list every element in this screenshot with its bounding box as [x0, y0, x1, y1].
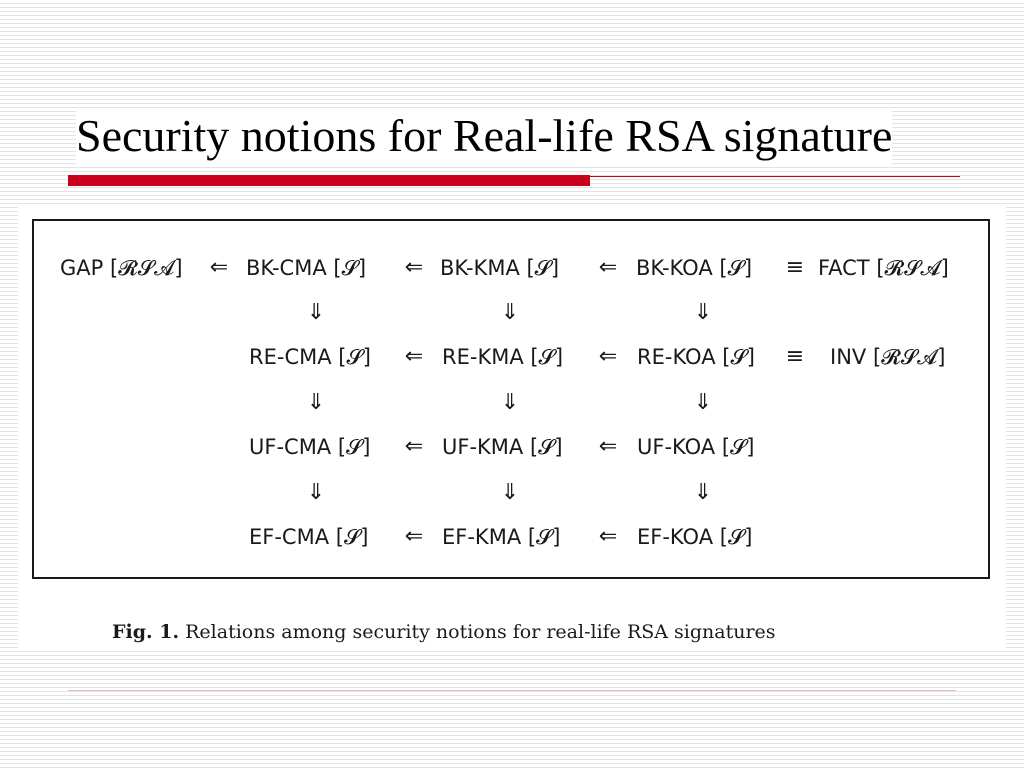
reduction-arrow: ⇐: [404, 344, 424, 369]
notion-inv-rsa: INV [𝓡𝓢𝓐]: [830, 345, 946, 369]
implication-arrow: ⇓: [306, 390, 326, 415]
notion-gap-rsa: GAP [𝓡𝓢𝓐]: [60, 256, 183, 280]
reduction-arrow: ⇐: [404, 524, 424, 549]
reduction-arrow: ⇐: [598, 344, 618, 369]
implication-arrow: ⇓: [306, 480, 326, 505]
footer-divider: [68, 690, 956, 691]
figure-caption-label: Fig. 1.: [112, 621, 180, 643]
notion-uf-kma: UF-KMA [𝓢]: [442, 435, 563, 459]
reduction-arrow: ⇐: [209, 255, 229, 280]
implication-arrow: ⇓: [306, 300, 326, 325]
implication-arrow: ⇓: [693, 300, 713, 325]
reduction-arrow: ⇐: [598, 255, 618, 280]
reduction-arrow: ⇐: [404, 434, 424, 459]
figure-caption-text: Relations among security notions for real-life RSA signatures: [185, 621, 776, 643]
notion-ef-cma: EF-CMA [𝓢]: [249, 525, 369, 549]
reduction-arrow: ⇐: [598, 434, 618, 459]
notion-re-koa: RE-KOA [𝓢]: [637, 345, 755, 369]
notion-uf-koa: UF-KOA [𝓢]: [637, 435, 755, 459]
reduction-arrow: ⇐: [598, 524, 618, 549]
implication-arrow: ⇓: [693, 480, 713, 505]
reduction-arrow: ⇐: [404, 255, 424, 280]
implication-arrow: ⇓: [500, 480, 520, 505]
notion-uf-cma: UF-CMA [𝓢]: [249, 435, 371, 459]
notion-ef-koa: EF-KOA [𝓢]: [637, 525, 753, 549]
title-underline-accent: [68, 175, 590, 186]
implication-arrow: ⇓: [500, 390, 520, 415]
notion-re-kma: RE-KMA [𝓢]: [442, 345, 564, 369]
notion-fact-rsa: FACT [𝓡𝓢𝓐]: [818, 256, 949, 280]
implication-arrow: ⇓: [693, 390, 713, 415]
implication-arrow: ⇓: [500, 300, 520, 325]
figure-caption: [112, 619, 776, 645]
equivalence-symbol: ≡: [785, 255, 805, 280]
notion-bk-cma: BK-CMA [𝓢]: [246, 256, 367, 280]
notion-bk-koa: BK-KOA [𝓢]: [636, 256, 753, 280]
slide-title: Security notions for Real-life RSA signature: [76, 108, 892, 164]
notion-bk-kma: BK-KMA [𝓢]: [440, 256, 560, 280]
notion-ef-kma: EF-KMA [𝓢]: [442, 525, 561, 549]
notion-re-cma: RE-CMA [𝓢]: [249, 345, 371, 369]
equivalence-symbol: ≡: [785, 344, 805, 369]
